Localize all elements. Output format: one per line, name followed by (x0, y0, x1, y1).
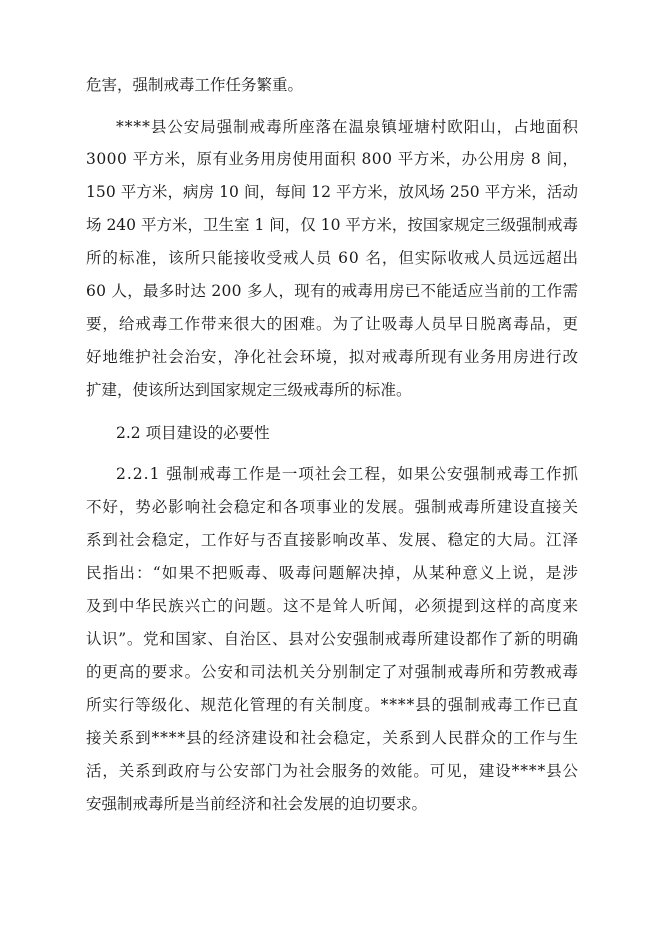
line-text: 接关系到****县的经济建设和社会稳定，关系到人民群众的工作与生 (86, 729, 579, 747)
line-text: 要，给戒毒工作带来很大的困难。为了让吸毒人员早日脱离毒品，更 (86, 315, 579, 333)
line-text: 2.2 项目建设的必要性 (116, 424, 270, 442)
line-text: 活，关系到政府与公安部门为社会服务的效能。可见，建设****县公 (86, 762, 579, 780)
line-text: ****县公安局强制戒毒所座落在温泉镇垭塘村欧阳山，占地面积 (116, 118, 579, 136)
line-text: 所的标准，该所只能接收受戒人员 60 名，但实际收戒人员远远超出 (86, 249, 579, 267)
line-text: 不好，势必影响社会稳定和各项事业的发展。强制戒毒所建设直接关 (86, 498, 579, 516)
line-text: 好地维护社会治安，净化社会环境，拟对戒毒所现有业务用房进行改 (86, 348, 579, 366)
line-text: 认识”。党和国家、自治区、县对公安强制戒毒所建设都作了新的明确 (86, 630, 579, 648)
line-text: 安强制戒毒所是当前经济和社会发展的迫切要求。 (86, 795, 428, 813)
line-text: 所实行等级化、规范化管理的有关制度。****县的强制戒毒工作已直 (86, 696, 579, 714)
line-text: 场 240 平方米，卫生室 1 间，仅 10 平方米，按国家规定三级强制戒毒 (86, 216, 579, 234)
line-text: 的更高的要求。公安和司法机关分别制定了对强制戒毒所和劳教戒毒 (86, 663, 579, 681)
line-text: 150 平方米，病房 10 间，每间 12 平方米，放风场 250 平方米，活动 (86, 183, 579, 201)
line-text: 扩建，使该所达到国家规定三级戒毒所的标准。 (86, 381, 412, 399)
line-text: 民指出：“如果不把贩毒、吸毒问题解决掉，从某种意义上说，是涉 (86, 564, 580, 582)
line-text: 系到社会稳定，工作好与否直接影响改革、发展、稳定的大局。江泽 (86, 531, 579, 549)
line-text: 60 人，最多时达 200 多人，现有的戒毒用房已不能适应当前的工作需 (86, 282, 579, 300)
line-text: 3000 平方米，原有业务用房使用面积 800 平方米，办公用房 8 间， (86, 150, 579, 168)
line-text: 及到中华民族兴亡的问题。这不是耸人听闻，必须提到这样的高度来 (86, 597, 579, 615)
line-text: 2.2.1 强制戒毒工作是一项社会工程，如果公安强制戒毒工作抓 (116, 465, 579, 483)
line-text: 危害，强制戒毒工作任务繁重。 (86, 76, 304, 94)
